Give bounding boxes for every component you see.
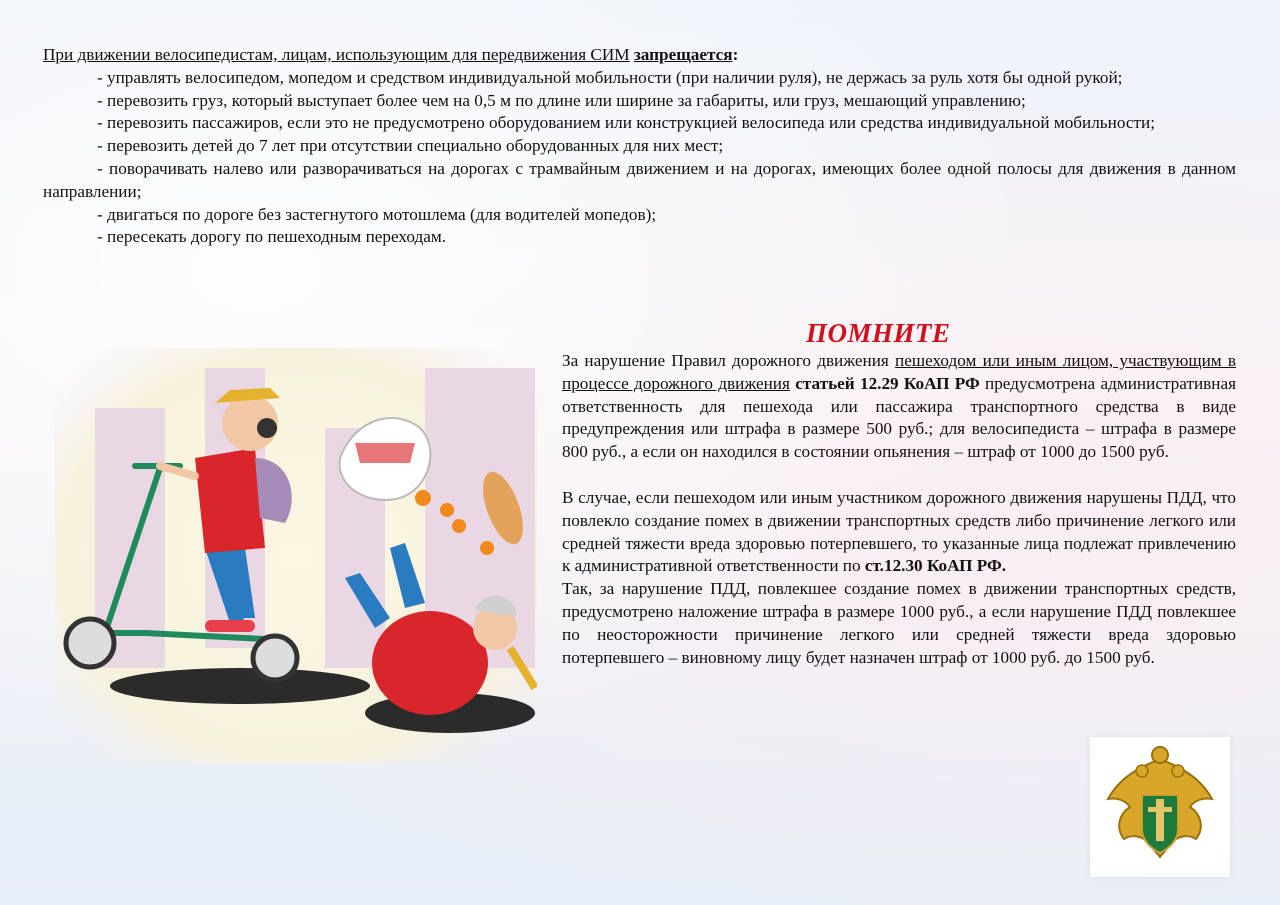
prohibition-item: - перевозить пассажиров, если это не предусмотрено оборудованием или конструкцией велосипеда или средства индивидуальной мобильности; bbox=[97, 113, 1155, 133]
prohibition-item: - управлять велосипедом, мопедом и средством индивидуальной мобильности (при наличии руля), не держась за руль хотя бы одной рукой; bbox=[97, 67, 1123, 87]
prohibition-item: - перевозить груз, который выступает более чем на 0,5 м по длине или ширине за габариты, или груз, мешающий управлению; bbox=[97, 90, 1026, 110]
liability-section bbox=[562, 350, 1236, 669]
liability-paragraph-1 bbox=[562, 350, 1236, 464]
scooter-collision-illustration bbox=[55, 348, 537, 763]
prohibition-item: - пересекать дорогу по пешеходным переходам. bbox=[97, 227, 447, 247]
scooter-shadow bbox=[110, 668, 370, 704]
liability-p1-rest: предусмотрена административная ответственность для пешехода или пассажира транспортного средства в виде предупреждения или штрафа в размере 500 руб.; для велосипедиста – штрафа в размере 800 руб., а если он находился в состоянии опьянения – штраф от 1000 до 1500 руб. bbox=[562, 373, 1236, 462]
liability-paragraph-2 bbox=[562, 487, 1236, 578]
liability-p1-underline: пешеходом или иным лицом, участвующим в процессе дорожного движения bbox=[562, 351, 1236, 393]
prosecutor-emblem-icon bbox=[1090, 737, 1230, 877]
liability-p1-text: За нарушение Правил дорожного движения bbox=[562, 351, 896, 370]
prohibitions-lead-text: При движении велосипедистам, лицам, использующим для передвижения СИМ bbox=[43, 45, 630, 64]
prohibition-item: - поворачивать налево или разворачиваться на дорогах с трамвайным движением и на дорогах, имеющих более одной полосы для движения в данном направлении; bbox=[43, 158, 1236, 201]
prohibition-item: - двигаться по дороге без застегнутого мотошлема (для водителей мопедов); bbox=[97, 204, 657, 224]
prohibition-item: - перевозить детей до 7 лет при отсутствии специально оборудованных для них мест; bbox=[97, 136, 724, 156]
prohibitions-lead-bold: запрещается bbox=[633, 45, 733, 64]
illustration-svg bbox=[55, 348, 537, 763]
prohibitions-lead-colon: : bbox=[732, 45, 739, 64]
liability-p1-article: статьей 12.29 КоАП РФ bbox=[795, 373, 980, 393]
prohibitions-section bbox=[43, 44, 1236, 249]
remember-heading: ПОМНИТЕ bbox=[806, 318, 951, 348]
liability-p2-article: ст.12.30 КоАП РФ. bbox=[864, 556, 1007, 576]
scooter-rear-wheel bbox=[253, 636, 297, 680]
emblem-svg bbox=[1090, 737, 1230, 877]
liability-paragraph-3: Так, за нарушение ПДД, повлекшее создание помех в движении транспортных средств, предусмотрено наложение штрафа в размере 1000 руб., а если нарушение ПДД повлекшее по неосторожности причинение легкого или средней тяжести вреда здоровью потерпевшего – виновному лицу будет назначен штраф от 1000 руб. до 1500 руб. bbox=[562, 579, 1236, 667]
scooter-front-wheel bbox=[66, 619, 114, 667]
prohibitions-lead bbox=[43, 44, 1236, 67]
liability-p2-text: В случае, если пешеходом или иным участником дорожного движения нарушены ПДД, что повлекло создание помех в движении транспортных средств либо причинение легкого или средней тяжести вреда здоровью потерпевшего, то указанные лица подлежат привлечению к административной ответственности по bbox=[562, 487, 1236, 576]
